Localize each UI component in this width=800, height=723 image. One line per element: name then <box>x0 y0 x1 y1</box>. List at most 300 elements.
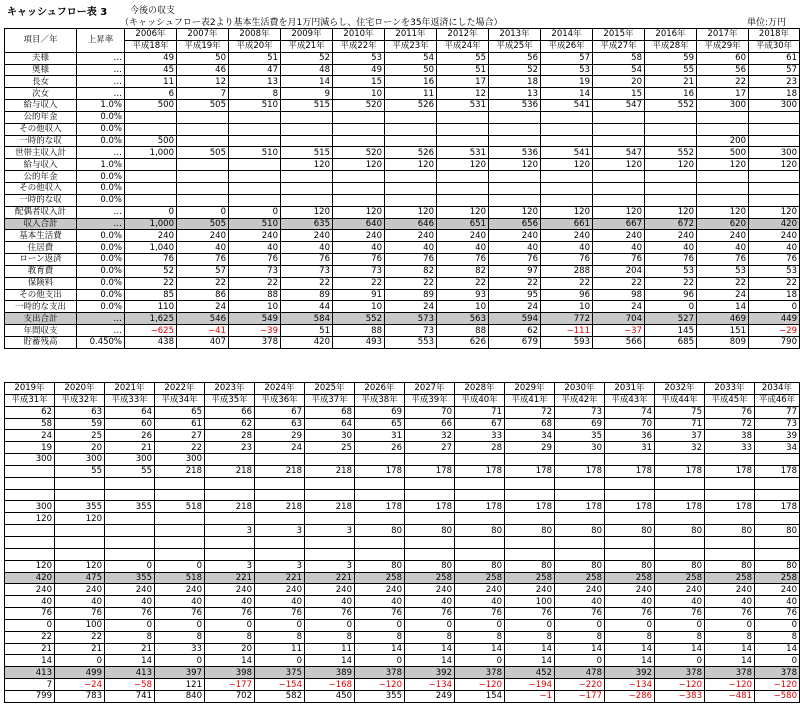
value-cell: 73 <box>555 406 605 418</box>
value-cell <box>541 171 593 183</box>
value-cell: 120 <box>645 206 697 218</box>
value-cell: −39 <box>229 325 281 337</box>
value-cell <box>385 111 437 123</box>
table-row <box>5 619 800 631</box>
value-cell: 120 <box>333 159 385 171</box>
row-rate: 0.0% <box>77 182 125 194</box>
value-cell: 68 <box>505 418 555 430</box>
year-cell: 2018年 <box>749 29 800 41</box>
value-cell: −120 <box>655 679 705 691</box>
table-row <box>5 194 800 206</box>
value-cell: 53 <box>645 265 697 277</box>
value-cell: 0 <box>749 301 800 313</box>
year-cell: 2014年 <box>541 29 593 41</box>
value-cell: 8 <box>405 631 455 643</box>
year-cell: 2024年 <box>255 383 305 395</box>
value-cell: 80 <box>455 525 505 537</box>
value-cell: 54 <box>385 52 437 64</box>
row-label: 一時的な収 <box>5 135 77 147</box>
value-cell: 50 <box>385 64 437 76</box>
value-cell: 77 <box>755 406 800 418</box>
value-cell: 76 <box>541 254 593 266</box>
value-cell: 33 <box>455 430 505 442</box>
value-cell: 33 <box>705 442 755 454</box>
value-cell: 80 <box>605 525 655 537</box>
value-cell: 0 <box>655 655 705 667</box>
value-cell: 0 <box>555 619 605 631</box>
value-cell: 704 <box>593 313 645 325</box>
value-cell: 74 <box>605 406 655 418</box>
value-cell: 97 <box>489 265 541 277</box>
value-cell: 8 <box>229 88 281 100</box>
value-cell: 145 <box>645 325 697 337</box>
value-cell: 8 <box>305 631 355 643</box>
value-cell <box>555 454 605 466</box>
value-cell: 80 <box>605 560 655 572</box>
value-cell: 22 <box>177 277 229 289</box>
value-cell: 24 <box>177 301 229 313</box>
value-cell: 240 <box>255 584 305 596</box>
table-row <box>5 111 800 123</box>
value-cell: 240 <box>645 230 697 242</box>
table-row <box>5 584 800 596</box>
value-cell: 76 <box>355 608 405 620</box>
value-cell: 375 <box>255 667 305 679</box>
value-cell: 120 <box>489 159 541 171</box>
value-cell: 24 <box>697 289 749 301</box>
value-cell: 218 <box>305 465 355 477</box>
value-cell: 378 <box>655 667 705 679</box>
value-cell: 240 <box>455 584 505 596</box>
value-cell: 24 <box>385 301 437 313</box>
year-cell: 2017年 <box>697 29 749 41</box>
value-cell: 40 <box>555 596 605 608</box>
value-cell <box>541 194 593 206</box>
table-row <box>5 477 800 489</box>
value-cell: 80 <box>355 525 405 537</box>
value-cell: 120 <box>593 206 645 218</box>
value-cell: 76 <box>655 608 705 620</box>
value-cell: 0 <box>177 206 229 218</box>
value-cell: 510 <box>229 100 281 112</box>
value-cell <box>645 182 697 194</box>
value-cell: 3 <box>305 525 355 537</box>
value-cell: 22 <box>55 631 105 643</box>
value-cell: 392 <box>405 667 455 679</box>
value-cell: 57 <box>749 64 800 76</box>
value-cell: 80 <box>505 525 555 537</box>
value-cell: 527 <box>645 313 697 325</box>
year-cell: 2009年 <box>281 29 333 41</box>
table-row <box>5 206 800 218</box>
value-cell: 40 <box>155 596 205 608</box>
value-cell: 40 <box>205 596 255 608</box>
value-cell: 19 <box>5 442 55 454</box>
value-cell: 221 <box>305 572 355 584</box>
value-cell <box>5 525 55 537</box>
value-cell: 76 <box>455 608 505 620</box>
value-cell: 566 <box>593 336 645 348</box>
value-cell: 8 <box>505 631 555 643</box>
value-cell: 809 <box>697 336 749 348</box>
value-cell <box>555 513 605 525</box>
value-cell <box>505 489 555 501</box>
value-cell: 40 <box>255 596 305 608</box>
value-cell: 240 <box>385 230 437 242</box>
table-row <box>5 442 800 454</box>
value-cell <box>229 194 281 206</box>
value-cell: 392 <box>605 667 655 679</box>
value-cell: 635 <box>281 218 333 230</box>
value-cell <box>697 123 749 135</box>
value-cell: 48 <box>281 64 333 76</box>
value-cell <box>705 536 755 548</box>
table-row <box>5 159 800 171</box>
header-row <box>5 29 800 41</box>
value-cell <box>55 525 105 537</box>
era-cell: 平成36年 <box>255 394 305 406</box>
table-row <box>5 596 800 608</box>
value-cell <box>281 194 333 206</box>
value-cell: 82 <box>437 265 489 277</box>
row-rate: 0.0% <box>77 171 125 183</box>
value-cell <box>555 536 605 548</box>
value-cell <box>605 454 655 466</box>
value-cell: 27 <box>155 430 205 442</box>
value-cell: 258 <box>655 572 705 584</box>
row-label: 支出合計 <box>5 313 77 325</box>
row-label: 奥様 <box>5 64 77 76</box>
value-cell: 218 <box>155 465 205 477</box>
value-cell <box>645 171 697 183</box>
value-cell <box>593 194 645 206</box>
value-cell: 288 <box>541 265 593 277</box>
value-cell: 22 <box>333 277 385 289</box>
value-cell: 0 <box>355 619 405 631</box>
year-cell: 2033年 <box>705 383 755 395</box>
year-cell: 2027年 <box>405 383 455 395</box>
value-cell <box>489 194 541 206</box>
era-cell: 平成21年 <box>281 40 333 52</box>
value-cell: 0 <box>125 206 177 218</box>
table-row <box>5 52 800 64</box>
value-cell <box>5 489 55 501</box>
row-label: ローン返済 <box>5 254 77 266</box>
year-cell: 2013年 <box>489 29 541 41</box>
value-cell: 69 <box>355 406 405 418</box>
value-cell: 541 <box>541 147 593 159</box>
era-cell: 平成19年 <box>177 40 229 52</box>
value-cell <box>177 135 229 147</box>
value-cell <box>55 477 105 489</box>
value-cell: 500 <box>697 147 749 159</box>
table-row <box>5 265 800 277</box>
table-row <box>5 655 800 667</box>
value-cell <box>489 135 541 147</box>
year-cell: 2007年 <box>177 29 229 41</box>
value-cell: 178 <box>505 501 555 513</box>
table-row <box>5 430 800 442</box>
value-cell: 240 <box>333 230 385 242</box>
value-cell: 656 <box>489 218 541 230</box>
sheet-note: （キャッシュフロー表2より基本生活費を月1万円減らし、住宅ローンを35年返済にした場合） <box>120 18 503 28</box>
value-cell: 76 <box>697 254 749 266</box>
value-cell: 76 <box>755 608 800 620</box>
value-cell: 60 <box>697 52 749 64</box>
value-cell: 178 <box>405 465 455 477</box>
header-rate: 上昇率 <box>77 29 125 53</box>
value-cell: 10 <box>541 301 593 313</box>
value-cell <box>405 489 455 501</box>
year-cell: 2026年 <box>355 383 405 395</box>
value-cell: 258 <box>555 572 605 584</box>
value-cell: 22 <box>749 277 800 289</box>
value-cell: 499 <box>55 667 105 679</box>
value-cell: 40 <box>281 242 333 254</box>
table-row <box>5 135 800 147</box>
value-cell <box>305 477 355 489</box>
value-cell: 85 <box>125 289 177 301</box>
value-cell <box>455 536 505 548</box>
era-cell: 平成37年 <box>305 394 355 406</box>
value-cell <box>505 513 555 525</box>
value-cell <box>155 536 205 548</box>
value-cell: 58 <box>593 52 645 64</box>
value-cell: 55 <box>437 52 489 64</box>
value-cell: 8 <box>205 631 255 643</box>
value-cell: 76 <box>177 254 229 266</box>
value-cell <box>541 182 593 194</box>
value-cell: 73 <box>385 325 437 337</box>
value-cell: 31 <box>355 430 405 442</box>
value-cell <box>605 536 655 548</box>
value-cell: 23 <box>205 442 255 454</box>
value-cell <box>437 111 489 123</box>
value-cell: 667 <box>593 218 645 230</box>
value-cell: 45 <box>125 64 177 76</box>
value-cell: 218 <box>255 501 305 513</box>
value-cell <box>655 454 705 466</box>
value-cell: 218 <box>205 465 255 477</box>
table-row <box>5 501 800 513</box>
value-cell: 240 <box>555 584 605 596</box>
value-cell: 76 <box>645 254 697 266</box>
value-cell: 69 <box>555 418 605 430</box>
table-row <box>5 277 800 289</box>
value-cell: 56 <box>489 52 541 64</box>
value-cell: 76 <box>405 608 455 620</box>
value-cell <box>105 489 155 501</box>
value-cell: 3 <box>255 525 305 537</box>
value-cell: 40 <box>705 596 755 608</box>
value-cell: 582 <box>255 690 305 702</box>
value-cell: 18 <box>489 76 541 88</box>
value-cell: 389 <box>305 667 355 679</box>
value-cell: 14 <box>405 655 455 667</box>
value-cell: 14 <box>605 643 655 655</box>
value-cell: 0 <box>355 655 405 667</box>
era-cell: 平成39年 <box>405 394 455 406</box>
table-row <box>5 254 800 266</box>
value-cell <box>305 454 355 466</box>
value-cell: 536 <box>489 100 541 112</box>
value-cell <box>755 536 800 548</box>
row-rate: … <box>77 218 125 230</box>
value-cell <box>255 454 305 466</box>
value-cell: 40 <box>405 596 455 608</box>
value-cell <box>405 477 455 489</box>
year-cell: 2021年 <box>105 383 155 395</box>
value-cell: 8 <box>755 631 800 643</box>
value-cell: 120 <box>437 206 489 218</box>
value-cell: 7 <box>5 679 55 691</box>
value-cell: 26 <box>105 430 155 442</box>
value-cell: 661 <box>541 218 593 230</box>
value-cell: −625 <box>125 325 177 337</box>
value-cell: 218 <box>255 465 305 477</box>
era-cell: 平成38年 <box>355 394 405 406</box>
value-cell <box>229 182 281 194</box>
value-cell: 40 <box>749 242 800 254</box>
value-cell: −177 <box>555 690 605 702</box>
value-cell: 449 <box>749 313 800 325</box>
value-cell: 67 <box>455 418 505 430</box>
value-cell: 651 <box>437 218 489 230</box>
value-cell: 300 <box>749 147 800 159</box>
table-row <box>5 64 800 76</box>
value-cell: 100 <box>505 596 555 608</box>
value-cell: 30 <box>305 430 355 442</box>
value-cell <box>489 182 541 194</box>
value-cell: 40 <box>229 242 281 254</box>
value-cell: 378 <box>455 667 505 679</box>
year-cell: 2008年 <box>229 29 281 41</box>
table-row <box>5 643 800 655</box>
value-cell: 24 <box>489 301 541 313</box>
value-cell: 1,040 <box>125 242 177 254</box>
value-cell: 505 <box>177 147 229 159</box>
value-cell: 6 <box>125 88 177 100</box>
value-cell <box>305 489 355 501</box>
value-cell: 21 <box>105 643 155 655</box>
value-cell: 98 <box>593 289 645 301</box>
value-cell: 10 <box>229 301 281 313</box>
value-cell: 40 <box>55 596 105 608</box>
value-cell: 22 <box>229 277 281 289</box>
value-cell: 120 <box>333 206 385 218</box>
table-row <box>5 465 800 477</box>
value-cell <box>749 111 800 123</box>
value-cell: −120 <box>355 679 405 691</box>
value-cell: 40 <box>541 242 593 254</box>
value-cell: 378 <box>355 667 405 679</box>
row-label: 公的年金 <box>5 171 77 183</box>
value-cell: 0 <box>305 619 355 631</box>
value-cell: 518 <box>155 572 205 584</box>
value-cell: 70 <box>405 406 455 418</box>
value-cell <box>605 477 655 489</box>
row-label: 世帯主収入計 <box>5 147 77 159</box>
value-cell: 178 <box>455 465 505 477</box>
value-cell: 378 <box>705 667 755 679</box>
value-cell: 14 <box>5 655 55 667</box>
value-cell: 61 <box>749 52 800 64</box>
value-cell: 22 <box>489 277 541 289</box>
value-cell: 12 <box>177 76 229 88</box>
value-cell: 22 <box>5 631 55 643</box>
value-cell: 46 <box>177 64 229 76</box>
value-cell: 20 <box>593 76 645 88</box>
table-row <box>5 76 800 88</box>
value-cell: 75 <box>655 406 705 418</box>
value-cell: −58 <box>105 679 155 691</box>
value-cell: 76 <box>105 608 155 620</box>
value-cell: 10 <box>333 301 385 313</box>
table-row <box>5 182 800 194</box>
table-row <box>5 289 800 301</box>
value-cell: 32 <box>655 442 705 454</box>
value-cell: 59 <box>55 418 105 430</box>
row-rate: … <box>77 147 125 159</box>
table-row <box>5 325 800 337</box>
era-cell: 平成34年 <box>155 394 205 406</box>
value-cell: 60 <box>105 418 155 430</box>
value-cell: 73 <box>229 265 281 277</box>
value-cell <box>605 513 655 525</box>
value-cell: 300 <box>5 454 55 466</box>
value-cell <box>593 135 645 147</box>
table-row <box>5 301 800 313</box>
value-cell <box>655 536 705 548</box>
value-cell: 258 <box>605 572 655 584</box>
value-cell: 17 <box>437 76 489 88</box>
value-cell: 249 <box>405 690 455 702</box>
era-cell: 平成46年 <box>755 394 800 406</box>
value-cell: 25 <box>305 442 355 454</box>
row-rate: 0.0% <box>77 111 125 123</box>
value-cell <box>605 489 655 501</box>
value-cell <box>385 194 437 206</box>
value-cell: 58 <box>5 418 55 430</box>
table-row <box>5 218 800 230</box>
value-cell: 178 <box>505 465 555 477</box>
value-cell: 178 <box>705 465 755 477</box>
value-cell: 59 <box>645 52 697 64</box>
value-cell <box>405 548 455 560</box>
value-cell: −134 <box>405 679 455 691</box>
value-cell: 30 <box>555 442 605 454</box>
value-cell: 15 <box>593 88 645 100</box>
value-cell: 120 <box>437 159 489 171</box>
value-cell: 76 <box>705 608 755 620</box>
value-cell: 23 <box>749 76 800 88</box>
value-cell: 61 <box>155 418 205 430</box>
value-cell <box>5 536 55 548</box>
row-label: その他収入 <box>5 123 77 135</box>
value-cell: 51 <box>437 64 489 76</box>
value-cell: 80 <box>505 560 555 572</box>
value-cell <box>437 123 489 135</box>
value-cell: 76 <box>255 608 305 620</box>
value-cell: 64 <box>105 406 155 418</box>
value-cell: 0 <box>405 619 455 631</box>
value-cell: 300 <box>55 454 105 466</box>
value-cell: 51 <box>229 52 281 64</box>
value-cell <box>437 194 489 206</box>
value-cell: 300 <box>697 100 749 112</box>
row-label: 一時的な収 <box>5 194 77 206</box>
value-cell: 120 <box>541 206 593 218</box>
